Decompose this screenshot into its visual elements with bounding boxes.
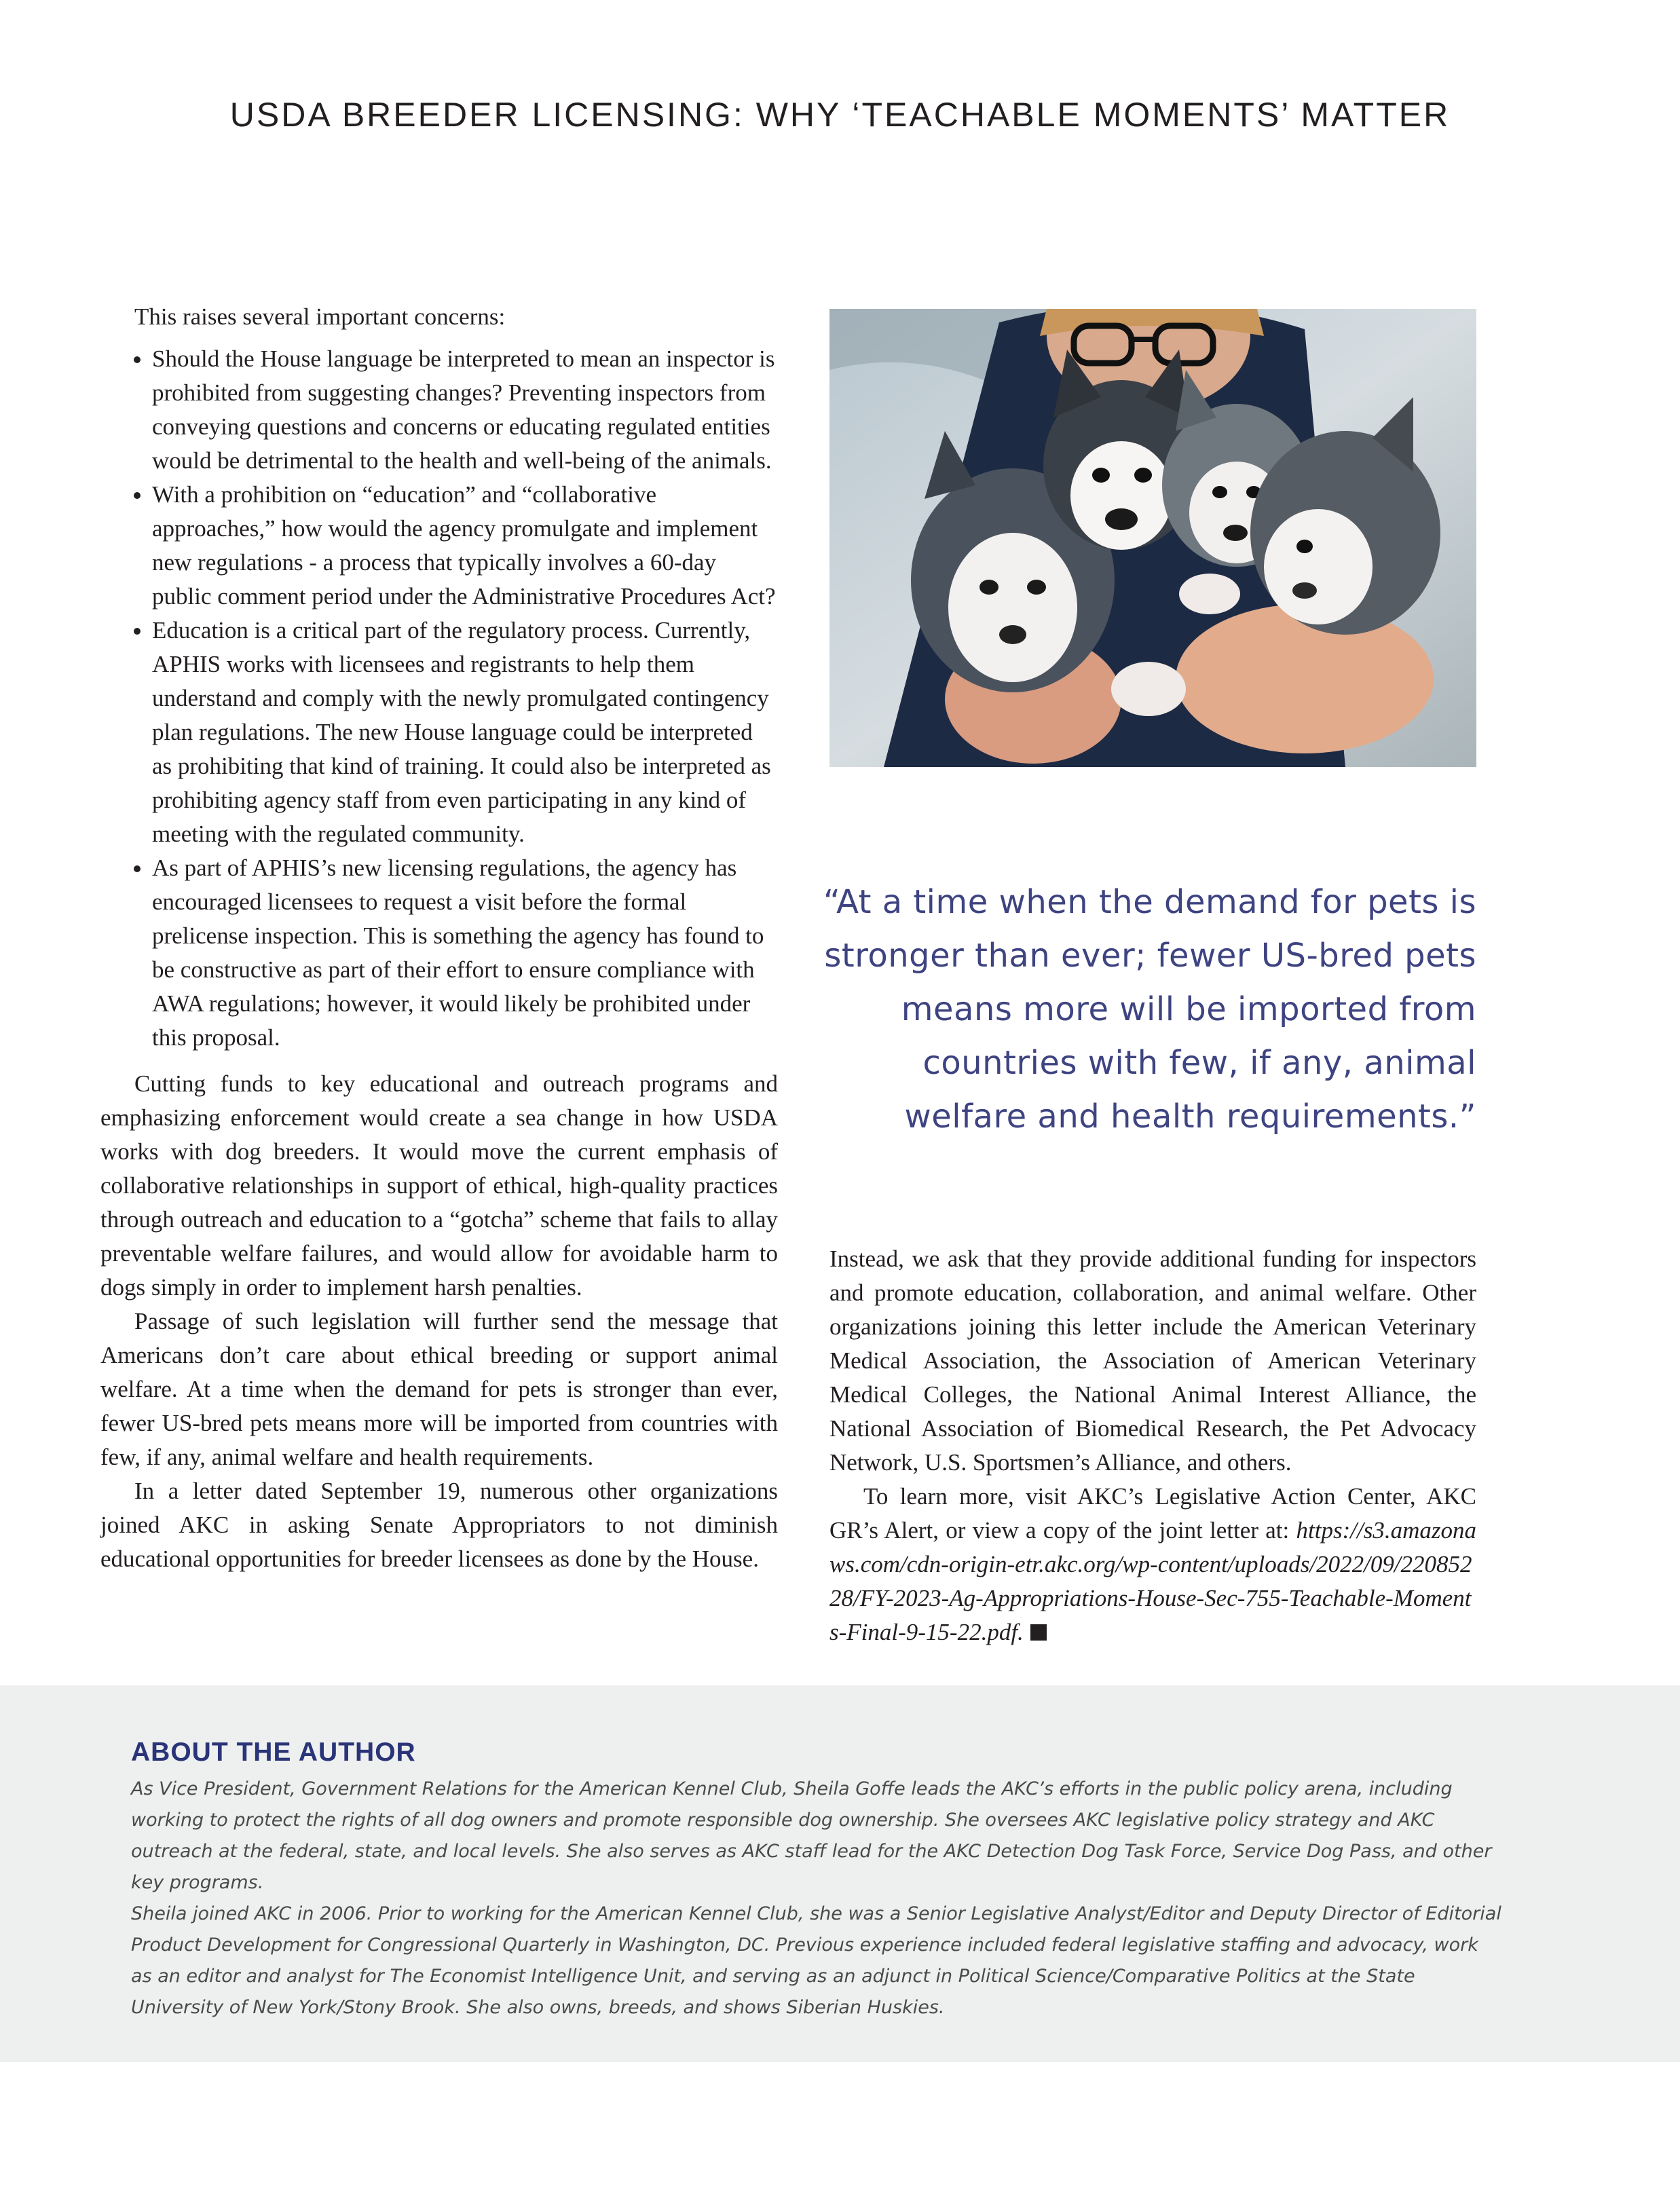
- joint-letter-link[interactable]: https://s3.amazonaws.com/cdn-origin-etr.akc.org/wp-content/uploads/2022/09/22085228/FY-2023-Ag-Appropriations-House-Sec-755-Teachable-Moments-Final-9-15-22.pdf.: [829, 1517, 1476, 1645]
- body-paragraph: In a letter dated September 19, numerous other organizations joined AKC in asking Senate Appropriators to not diminish educational opportunities for breeder licensees as done by the House.: [100, 1478, 778, 1572]
- intro-text: This raises several important concerns:: [134, 303, 506, 330]
- about-author-heading: ABOUT THE AUTHOR: [131, 1738, 416, 1767]
- list-item: • Education is a critical part of the regulatory process. Currently, APHIS works with licensees and registrants to help them understand and comply with the newly promulgated contingency plan regulations. The new House language could be interpreted as prohibiting that kind of training. It could also be interpreted as prohibiting agency staff from even participating in any kind of meeting with the regulated community.: [152, 614, 778, 851]
- husky-puppies-photo: [829, 309, 1476, 767]
- list-item: • Should the House language be interpreted to mean an inspector is prohibited from suggesting changes? Preventing inspectors from conveying questions and concerns or educating regulated entities would be detrimental to the health and well-being of the animals.: [152, 342, 778, 478]
- author-bio-paragraph: Sheila joined AKC in 2006. Prior to working for the American Kennel Club, she was a Senior Legislative Analyst/Editor and Deputy Director of Editorial Product Development for Congressional Quarterly in Washington, DC. Previous experience included federal legislative staffing and advocacy, work as an editor and analyst for The Economist Intelligence Unit, and serving as an adjunct in Political Science/Comparative Politics at the State University of New York/Stony Brook. She also owns, breeds, and shows Siberian Huskies.: [131, 1903, 1501, 2018]
- article-right-column: [829, 1242, 1476, 1649]
- end-mark-icon: [1030, 1624, 1047, 1641]
- list-item: • With a prohibition on “education” and “collaborative approaches,” how would the agency promulgate and implement new regulations - a process that typically involves a 60-day public comment period under the Administrative Procedures Act?: [152, 478, 778, 614]
- concerns-list: [100, 342, 778, 1055]
- running-title: USDA BREEDER LICENSING: WHY ‘TEACHABLE MOMENTS’ MATTER: [229, 96, 1451, 134]
- closing-text: To learn more, visit AKC’s Legislative Action Center, AKC GR’s Alert, or view a copy of the joint letter at:: [829, 1483, 1476, 1543]
- body-paragraph: Instead, we ask that they provide additional funding for inspectors and promote education, collaboration, and animal welfare. Other organizations joining this letter include the American Veterinary Medical Association, the Association of American Veterinary Medical Colleges, the National Animal Interest Alliance, the National Association of Biomedical Research, the Pet Advocacy Network, U.S. Sportsmen’s Alliance, and others.: [829, 1246, 1476, 1476]
- article-left-column: [100, 300, 778, 1576]
- body-paragraph: Passage of such legislation will further send the message that Americans don’t care about ethical breeding or support animal welfare. At a time when the demand for pets is stronger than ever, fewer US-bred pets means more will be imported from countries with few, if any, animal welfare and health requirements.: [100, 1308, 778, 1470]
- body-paragraph: Cutting funds to key educational and outreach programs and emphasizing enforcement would create a sea change in how USDA works with dog breeders. It would move the current emphasis of collaborative relationships in support of ethical, high-quality practices through outreach and education to a “gotcha” scheme that fails to allay preventable welfare failures, and would allow for avoidable harm to dogs simply in order to implement harsh penalties.: [100, 1070, 778, 1301]
- author-bio: [131, 1774, 1502, 2023]
- pull-quote: “At a time when the demand for pets is stronger than ever; fewer US-bred pets means more will be imported from countries with few, if any, animal welfare and health requirements.”: [823, 883, 1476, 1136]
- list-item: • As part of APHIS’s new licensing regulations, the agency has encouraged licensees to request a visit before the formal prelicense inspection. This is something the agency has found to be constructive as part of their effort to ensure compliance with AWA regulations; however, it would likely be prohibited under this proposal.: [152, 851, 778, 1055]
- author-bio-paragraph: As Vice President, Government Relations for the American Kennel Club, Sheila Goffe leads the AKC’s efforts in the public policy arena, including working to protect the rights of all dog owners and promote responsible dog ownership. She oversees AKC legislative policy strategy and AKC outreach at the federal, state, and local levels. She also serves as AKC staff lead for the AKC Detection Dog Task Force, Service Dog Pass, and other key programs.: [131, 1778, 1492, 1893]
- closing-paragraph: [829, 1480, 1476, 1649]
